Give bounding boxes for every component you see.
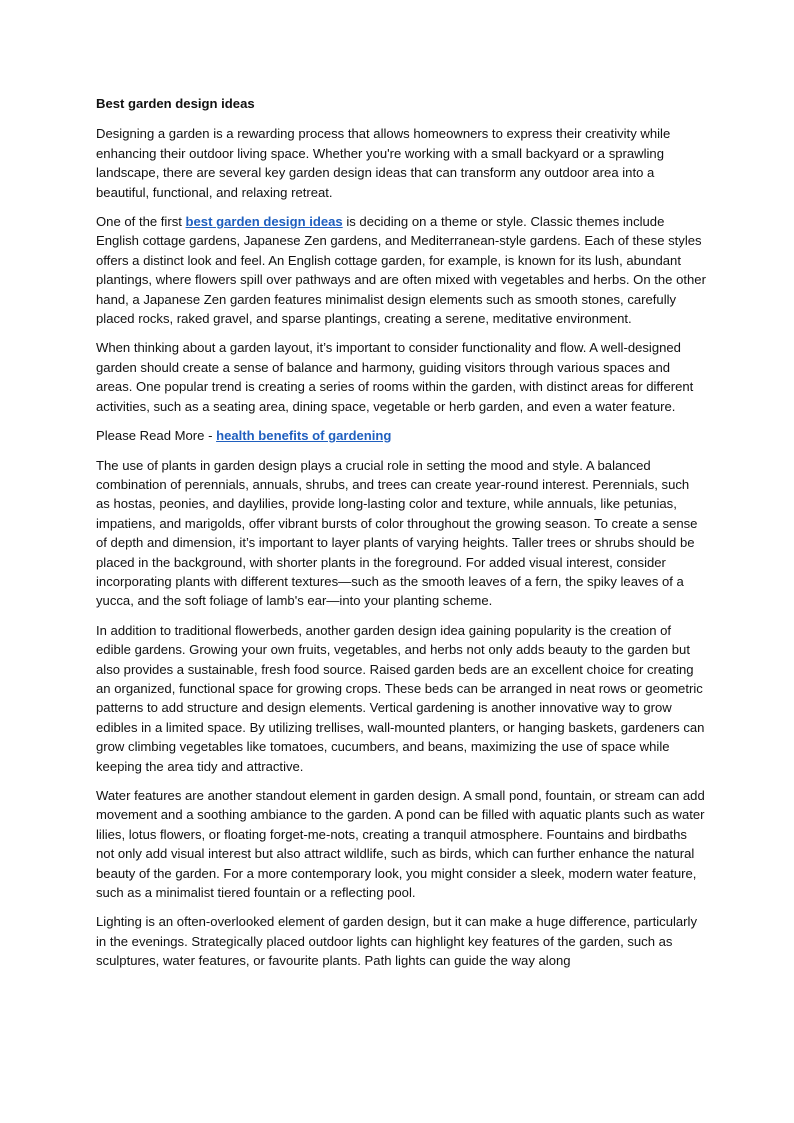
paragraph-intro: Designing a garden is a rewarding process that allows homeowners to express their creativity while enhancing their outdoor living space. Whether you're working with a small backyard or a sprawling landscape, there are several key garden design ideas that can transform any outdoor area into a beautiful, functional, and relaxing retreat.	[96, 126, 671, 200]
paragraph-edible-gardens: In addition to traditional flowerbeds, another garden design idea gaining popularity is the creation of edible gardens. Growing your own fruits, vegetables, and herbs not only adds beauty to the garden but also provides a sustainable, fresh food source. Raised garden beds are an excellent choice for creating an organized, functional space for growing crops. These beds can be arranged in neat rows or geometric patterns to add structure and design elements. Vertical gardening is another innovative way to grow edibles in a limited space. By utilizing trellises, wall-mounted planters, or hanging baskets, gardeners can grow climbing vegetables like tomatoes, cucumbers, and beans, maximizing the use of space while keeping the area tidy and attractive.	[96, 622, 705, 774]
best-garden-design-ideas-link[interactable]: best garden design ideas	[185, 214, 343, 230]
health-benefits-of-gardening-link[interactable]: health benefits of gardening	[216, 428, 392, 444]
document-title: Best garden design ideas	[96, 96, 255, 111]
paragraph-plants: The use of plants in garden design plays a crucial role in setting the mood and style. A balanced combination of perennials, annuals, shrubs, and trees can create year-round interest. Perennials, such as hostas, peonies, and daylilies, provide long-lasting color and texture, while annuals, like petunias, impatiens, and marigolds, offer vibrant bursts of color throughout the growing season. To create a sense of depth and dimension, it’s important to layer plants of varying heights. Taller trees or shrubs should be placed in the background, with shorter plants in the foreground. For added visual interest, consider incorporating plants with different textures—such as the smooth leaves of a fern, the spiky leaves of a yucca, and the soft foliage of lamb's ear—into your planting scheme.	[96, 457, 698, 609]
paragraph-theme	[96, 212, 706, 328]
paragraph-theme-text-before: One of the first	[96, 214, 186, 230]
paragraph-lighting: Lighting is an often-overlooked element of garden design, but it can make a huge difference, particularly in the evenings. Strategically placed outdoor lights can highlight key features of the garden, such as sculptures, water features, or favourite plants. Path lights can guide the way along	[96, 914, 697, 969]
paragraph-read-more	[96, 426, 706, 445]
paragraph-layout: When thinking about a garden layout, it’s important to consider functionality and flow. A well-designed garden should create a sense of balance and harmony, guiding visitors through various spaces and areas. One popular trend is creating a series of rooms within the garden, with distinct areas for different activities, such as a seating area, dining space, vegetable or herb garden, and even a water feature.	[96, 340, 694, 414]
document-page	[96, 94, 706, 981]
paragraph-theme-text-after: is deciding on a theme or style. Classic themes include English cottage gardens, Japanese Zen gardens, and Mediterranean-style gardens. Each of these styles offers a distinct look and feel. An English cottage garden, for example, is known for its lush, abundant plantings, where flowers spill over pathways and are often mixed with vegetables and herbs. On the other hand, a Japanese Zen garden features minimalist design elements such as smooth stones, carefully placed rocks, raked gravel, and sparse plantings, creating a serene, meditative environment.	[96, 214, 706, 327]
paragraph-water-features: Water features are another standout element in garden design. A small pond, fountain, or stream can add movement and a soothing ambiance to the garden. A pond can be filled with aquatic plants such as water lilies, lotus flowers, or floating forget-me-nots, creating a tranquil atmosphere. Fountains and birdbaths not only add visual interest but also attract wildlife, such as birds, which can further enhance the natural beauty of the garden. For a more contemporary look, you might consider a sleek, modern water feature, such as a minimalist tiered fountain or a reflecting pool.	[96, 788, 705, 901]
read-more-label: Please Read More -	[96, 428, 217, 444]
